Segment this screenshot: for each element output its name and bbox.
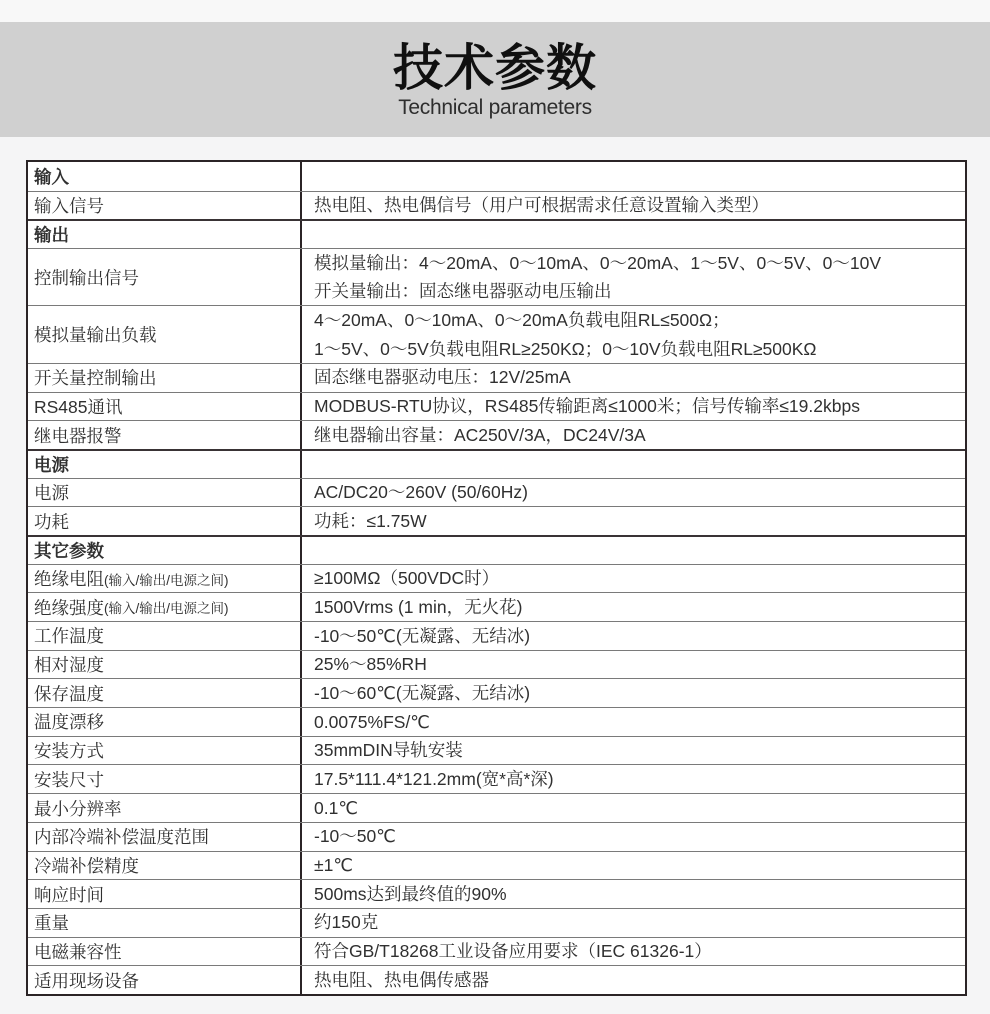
param-value-line: 开关量输出：固态继电器驱动电压输出: [314, 281, 612, 302]
table-row: [28, 793, 965, 822]
page-subtitle: Technical parameters: [398, 95, 592, 119]
table-row: [28, 764, 965, 793]
param-value: [302, 708, 965, 736]
param-label-text: 工作温度: [34, 626, 104, 647]
param-label-text: 功耗: [34, 511, 69, 532]
header-band: [0, 22, 990, 137]
param-label-text: 其它参数: [34, 540, 104, 561]
table-row: [28, 736, 965, 765]
param-label-text: 输入: [34, 166, 69, 187]
param-label-text: 适用现场设备: [34, 970, 139, 991]
table-row: [28, 908, 965, 937]
table-row: [28, 449, 965, 478]
param-label-text: 内部冷端补偿温度范围: [34, 827, 209, 848]
param-label: [28, 909, 302, 937]
param-value: [302, 737, 965, 765]
param-value-line: 固态继电器驱动电压：12V/25mA: [314, 367, 571, 388]
param-label-text: 冷端补偿精度: [34, 855, 139, 876]
param-value: [302, 852, 965, 880]
param-label-text: 保存温度: [34, 683, 104, 704]
param-label: [28, 221, 302, 248]
param-value-line: 500ms达到最终值的90%: [314, 883, 507, 904]
param-label-text: 绝缘电阻: [34, 569, 104, 589]
param-label-text: 最小分辨率: [34, 798, 122, 819]
param-value-line: 继电器输出容量：AC250V/3A，DC24V/3A: [314, 424, 646, 445]
table-row: [28, 219, 965, 248]
param-value-line: 0.1℃: [314, 797, 358, 818]
param-value-line: 1～5V、0～5V负载电阻RL≥250KΩ；0～10V负载电阻RL≥500KΩ: [314, 338, 817, 359]
param-label-text: 开关量控制输出: [34, 368, 157, 389]
param-label: [28, 421, 302, 449]
param-label-text: 电源: [34, 482, 69, 503]
param-value: [302, 221, 965, 248]
page-title: 技术参数: [393, 40, 597, 96]
param-label: [28, 679, 302, 707]
param-value-line: -10～60℃(无凝露、无结冰): [314, 682, 531, 703]
param-value-line: ±1℃: [314, 855, 353, 876]
param-label-text: 输入信号: [34, 196, 104, 217]
param-label-text: 温度漂移: [34, 712, 104, 733]
param-label-text: 继电器报警: [34, 425, 122, 446]
param-label-suffix: (输入/输出/电源之间): [104, 572, 229, 588]
param-label-text: 相对湿度: [34, 655, 104, 676]
param-label: [28, 192, 302, 220]
table-row: [28, 506, 965, 535]
param-label: [28, 306, 302, 362]
param-label: [28, 737, 302, 765]
param-label: [28, 479, 302, 507]
table-row: [28, 879, 965, 908]
param-value-line: 4～20mA、0～10mA、0～20mA负载电阻RL≤500Ω；: [314, 309, 730, 330]
table-row: [28, 650, 965, 679]
param-label-text: 电磁兼容性: [34, 941, 122, 962]
param-label: [28, 823, 302, 851]
param-label: [28, 966, 302, 994]
param-value-line: -10～50℃: [314, 826, 396, 847]
param-label: [28, 765, 302, 793]
param-value: [302, 393, 965, 421]
param-label: [28, 162, 302, 191]
param-label: [28, 451, 302, 478]
table-row: [28, 937, 965, 966]
top-strip: [0, 0, 990, 22]
param-label: [28, 565, 302, 593]
param-value: [302, 880, 965, 908]
param-value: [302, 479, 965, 507]
param-value-line: 1500Vrms (1 min，无火花): [314, 596, 523, 617]
param-value-line: 35mmDIN导轨安装: [314, 740, 463, 761]
param-label-text: 响应时间: [34, 884, 104, 905]
param-value: [302, 679, 965, 707]
param-value-line: AC/DC20～260V (50/60Hz): [314, 482, 528, 503]
param-label: [28, 880, 302, 908]
table-row: [28, 822, 965, 851]
param-label-suffix: (输入/输出/电源之间): [104, 601, 229, 617]
table-row: [28, 162, 965, 191]
param-label: [28, 507, 302, 535]
param-value: [302, 938, 965, 966]
param-value-line: 功耗：≤1.75W: [314, 510, 427, 531]
param-label: [28, 938, 302, 966]
param-value: [302, 451, 965, 478]
table-row: [28, 420, 965, 449]
param-label-text: RS485通讯: [34, 396, 123, 417]
param-value: [302, 909, 965, 937]
param-value: [302, 537, 965, 564]
param-value-line: 0.0075%FS/℃: [314, 711, 430, 732]
param-label: [28, 249, 302, 305]
table-row: [28, 965, 965, 994]
param-value: [302, 593, 965, 621]
param-label-text: 重量: [34, 913, 69, 934]
param-label-text: 绝缘强度: [34, 597, 104, 618]
param-value-line: 热电阻、热电偶信号（用户可根据需求任意设置输入类型）: [314, 195, 769, 216]
param-value: [302, 823, 965, 851]
param-value-line: 约150克: [314, 912, 379, 933]
param-value: [302, 249, 965, 305]
param-value: [302, 306, 965, 362]
param-value-line: 热电阻、热电偶传感器: [314, 969, 489, 990]
param-value-line: MODBUS-RTU协议，RS485传输距离≤1000米；信号传输率≤19.2kbps: [314, 396, 860, 417]
param-value-line: -10～50℃(无凝露、无结冰): [314, 625, 531, 646]
param-value-line: 模拟量输出：4～20mA、0～10mA、0～20mA、1～5V、0～5V、0～10V: [314, 252, 881, 273]
param-value: [302, 162, 965, 191]
table-row: [28, 621, 965, 650]
param-value: [302, 192, 965, 220]
param-label: [28, 364, 302, 392]
param-label: [28, 794, 302, 822]
table-row: [28, 851, 965, 880]
param-value: [302, 794, 965, 822]
table-row: [28, 363, 965, 392]
table-row: [28, 478, 965, 507]
table-row: [28, 305, 965, 362]
param-value: [302, 565, 965, 593]
param-value-line: 25%～85%RH: [314, 654, 427, 675]
param-value: [302, 364, 965, 392]
param-label-text: 模拟量输出负载: [34, 325, 157, 346]
param-value-line: 17.5*111.4*121.2mm(宽*高*深): [314, 768, 554, 789]
table-row: [28, 535, 965, 564]
param-label: [28, 651, 302, 679]
table-row: [28, 707, 965, 736]
table-row: [28, 678, 965, 707]
param-label-text: 安装尺寸: [34, 769, 104, 790]
param-label: [28, 852, 302, 880]
table-row: [28, 392, 965, 421]
param-label-text: 控制输出信号: [34, 267, 139, 288]
param-label-text: 安装方式: [34, 741, 104, 762]
param-label-text: 输出: [34, 225, 69, 246]
param-value-line: ≥100MΩ（500VDC时）: [314, 568, 500, 589]
param-label: [28, 593, 302, 621]
table-row: [28, 248, 965, 305]
param-label: [28, 622, 302, 650]
param-label-text: 电源: [34, 454, 69, 475]
param-value: [302, 622, 965, 650]
param-value-line: 符合GB/T18268工业设备应用要求（IEC 61326-1）: [314, 941, 712, 962]
param-value: [302, 966, 965, 994]
param-value: [302, 651, 965, 679]
param-label: [28, 393, 302, 421]
param-value: [302, 507, 965, 535]
table-row: [28, 191, 965, 220]
param-label: [28, 537, 302, 564]
table-row: [28, 592, 965, 621]
param-value: [302, 421, 965, 449]
table-row: [28, 564, 965, 593]
spec-table: [26, 160, 967, 996]
param-value: [302, 765, 965, 793]
param-label: [28, 708, 302, 736]
